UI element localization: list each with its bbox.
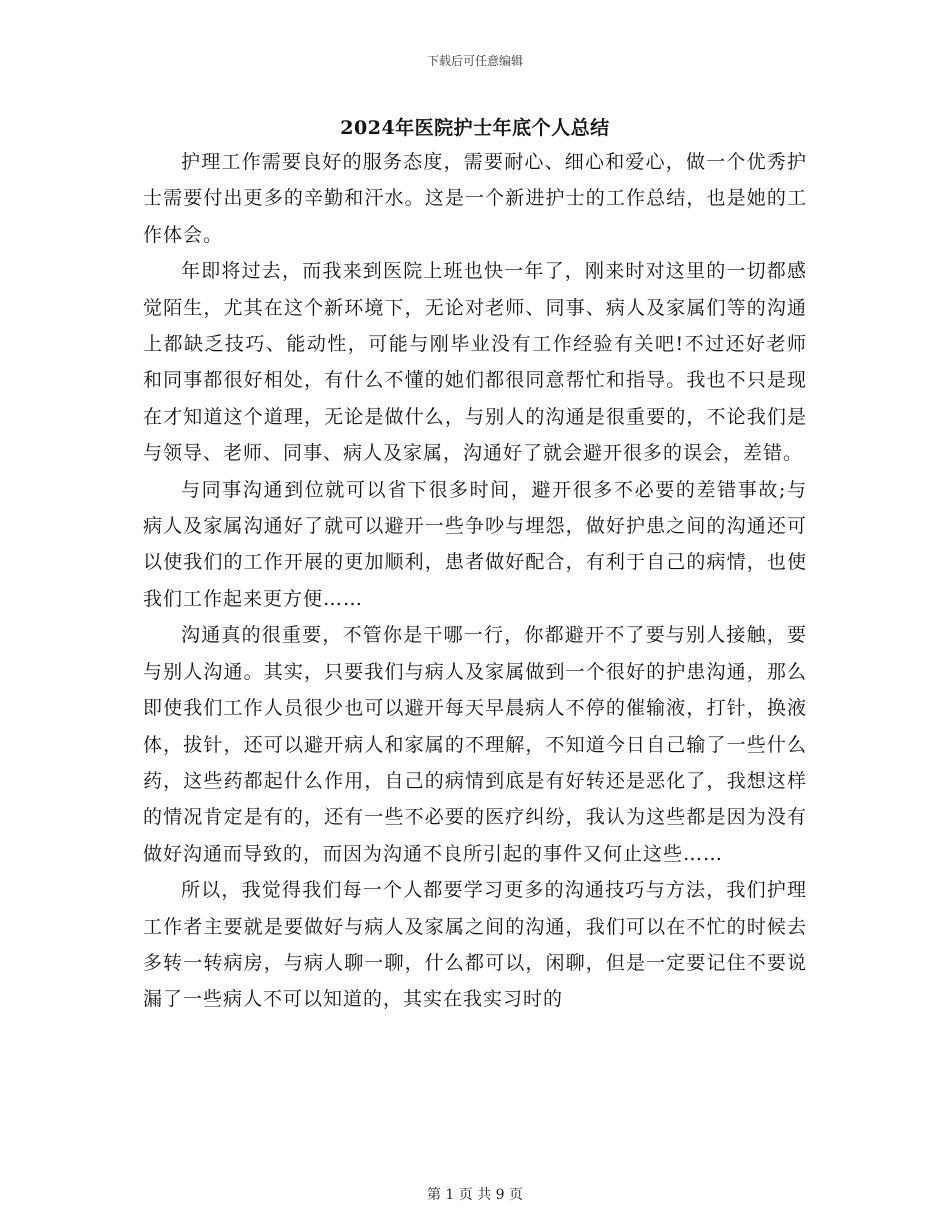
paragraph-4: 沟通真的很重要，不管你是干哪一行，你都避开不了要与别人接触，要与别人沟通。其实，只要我们与病人及家属做到一个很好的护患沟通，那么即使我们工作人员很少也可以避开每天早晨病人不停的催输液，打针，换液体，拔针，还可以避开病人和家属的不理解，不知道今日自己输了一些什么药，这些药都起什么作用，自己的病情到底是有好转还是恶化了，我想这样的情况肯定是有的，还有一些不必要的医疗纠纷，我认为这些都是因为没有做好沟通而导致的，而因为沟通不良所引起的事件又何止这些…… xyxy=(143,624,807,865)
page-number-footer: 第 1 页 共 9 页 xyxy=(426,1187,524,1203)
document-body xyxy=(143,144,807,1018)
page-header: 下载后可任意编辑 xyxy=(426,54,523,68)
document-title: 2024年医院护士年底个人总结 xyxy=(340,117,610,139)
paragraph-1: 护理工作需要良好的服务态度，需要耐心、细心和爱心，做一个优秀护士需要付出更多的辛勤和汗水。这是一个新进护士的工作总结，也是她的工作体会。 xyxy=(143,151,807,246)
paragraph-3: 与同事沟通到位就可以省下很多时间，避开很多不必要的差错事故;与病人及家属沟通好了就可以避开一些争吵与埋怨，做好护患之间的沟通还可以使我们的工作开展的更加顺利，患者做好配合，有利于自己的病情，也使我们工作起来更方便…… xyxy=(143,478,807,610)
paragraph-5: 所以，我觉得我们每一个人都要学习更多的沟通技巧与方法，我们护理工作者主要就是要做好与病人及家属之间的沟通，我们可以在不忙的时候去多转一转病房，与病人聊一聊，什么都可以，闲聊，但是一定要记住不要说漏了一些病人不可以知道的，其实在我实习时的 xyxy=(143,879,807,1011)
paragraph-2: 年即将过去，而我来到医院上班也快一年了，刚来时对这里的一切都感觉陌生，尤其在这个新环境下，无论对老师、同事、病人及家属们等的沟通上都缺乏技巧、能动性，可能与刚毕业没有工作经验有关吧!不过还好老师和同事都很好相处，有什么不懂的她们都很同意帮忙和指导。我也不只是现在才知道这个道理，无论是做什么，与别人的沟通是很重要的，不论我们是与领导、老师、同事、病人及家属，沟通好了就会避开很多的误会，差错。 xyxy=(143,260,807,465)
